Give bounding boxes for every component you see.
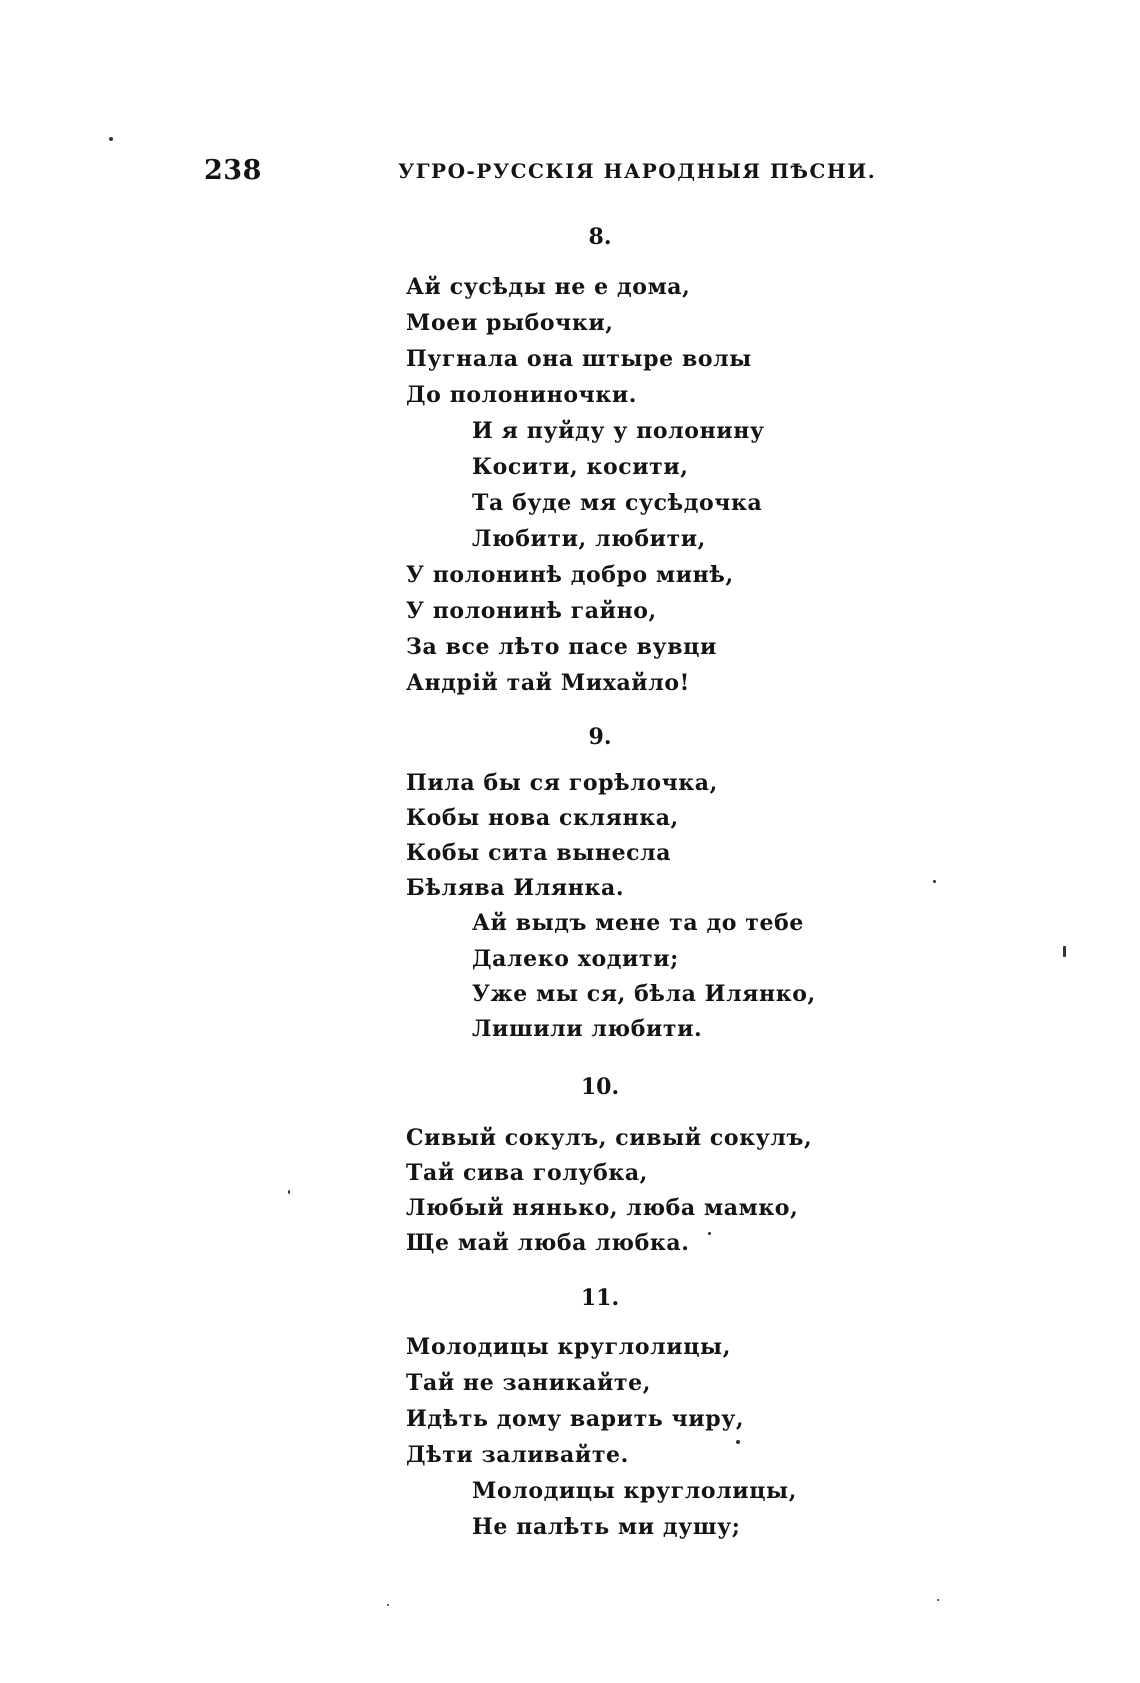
verse-line: Идѣть дому варить чиру, — [406, 1406, 745, 1432]
verse-line: Любити, любити, — [472, 526, 706, 552]
verse-line: Кобы сита вынесла — [406, 840, 672, 866]
page-header — [0, 155, 1140, 195]
verse-line: Бѣлява Илянка. — [406, 875, 625, 901]
verse-line: Та буде мя сусѣдочка — [472, 490, 763, 516]
verse-line: Ай выдъ мене та до тебе — [472, 910, 804, 936]
verse-line: Лишили любити. — [472, 1016, 703, 1042]
verse-line: Ще май люба любка. — [406, 1230, 690, 1256]
scan-speck — [1063, 946, 1066, 957]
page-number: 238 — [204, 155, 262, 186]
scan-speck — [708, 1232, 711, 1235]
verse-line: Уже мы ся, бѣла Илянко, — [472, 981, 816, 1007]
verse-line: До полониночки. — [406, 382, 638, 408]
verse-line: Пила бы ся горѣлочка, — [406, 770, 718, 796]
verse-line: Ай сусѣды не е дома, — [406, 274, 691, 300]
verse-line: Молодицы круглолицы, — [472, 1478, 797, 1504]
verse-line: Моеи рыбочки, — [406, 310, 614, 336]
verse-line: Не палѣть ми душу; — [472, 1514, 741, 1540]
scan-speck — [109, 137, 113, 141]
verse-line: За все лѣто пасе вувци — [406, 634, 717, 660]
scan-speck — [736, 1440, 740, 1444]
verse-line: Далеко ходити; — [472, 946, 679, 972]
verse-line: Кобы нова склянка, — [406, 805, 679, 831]
verse-line: Пугнала она штыре волы — [406, 346, 752, 372]
song-number-9: 9. — [588, 724, 612, 750]
verse-line: У полонинѣ добро минѣ, — [406, 562, 734, 588]
song-number-8: 8. — [588, 224, 612, 250]
verse-line: Андрій тай Михайло! — [406, 670, 690, 696]
running-title: УГРО-РУССКІЯ НАРОДНЫЯ ПѢСНИ. — [398, 159, 877, 183]
scan-speck — [937, 1599, 939, 1601]
song-number-11: 11. — [580, 1285, 620, 1311]
song-number-10: 10. — [580, 1074, 620, 1100]
verse-line: Дѣти заливайте. — [406, 1442, 629, 1468]
scan-speck — [387, 1604, 389, 1606]
verse-line: Любый нянько, люба мамко, — [406, 1195, 799, 1221]
scan-speck — [933, 880, 936, 883]
verse-line: Тай не заникайте, — [406, 1370, 652, 1396]
verse-line: Косити, косити, — [472, 454, 689, 480]
verse-line: И я пуйду у полонину — [472, 418, 765, 444]
verse-line: Сивый сокулъ, сивый сокулъ, — [406, 1125, 813, 1151]
scan-speck — [288, 1190, 290, 1194]
verse-line: Молодицы круглолицы, — [406, 1334, 731, 1360]
verse-line: У полонинѣ гайно, — [406, 598, 657, 624]
verse-line: Тай сива голубка, — [406, 1160, 648, 1186]
